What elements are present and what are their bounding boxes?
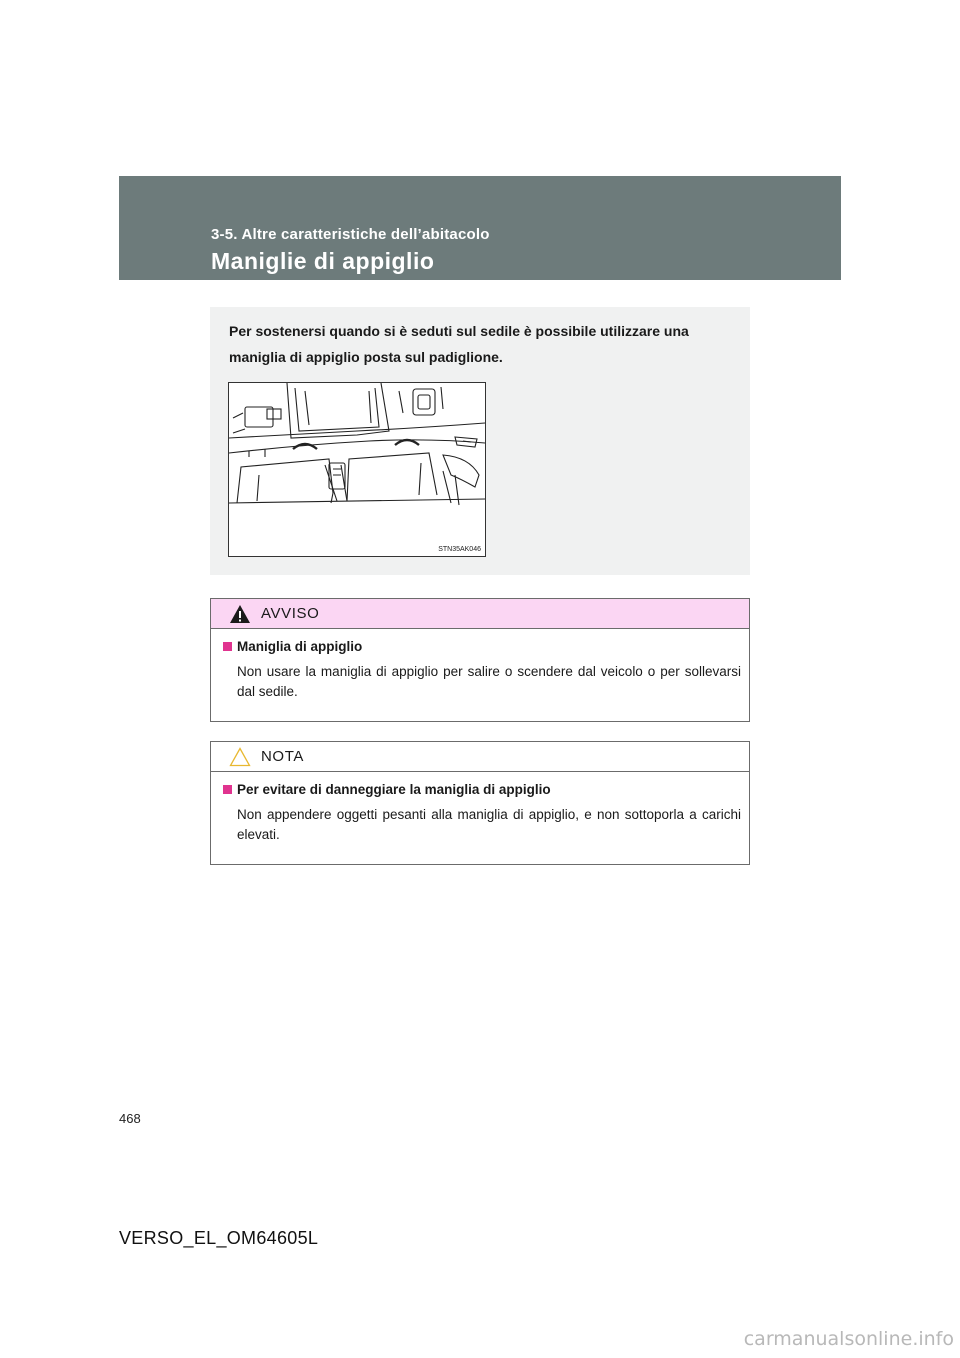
car-interior-drawing: [229, 383, 485, 556]
page-title: Maniglie di appiglio: [211, 248, 435, 274]
caution-triangle-icon: [229, 747, 251, 767]
image-code: STN35AK046: [438, 546, 481, 553]
note-title: NOTA: [261, 748, 304, 765]
warning-title: AVVISO: [261, 605, 320, 622]
document-code: VERSO_EL_OM64605L: [119, 1228, 319, 1248]
bullet-square-icon: [223, 642, 232, 651]
page-number: 468: [119, 1111, 141, 1126]
section-label: 3-5. Altre caratteristiche dell’abitacolo: [211, 226, 490, 243]
bullet-square-icon: [223, 785, 232, 794]
note-item-text: Non appendere oggetti pesanti alla maniglia di appiglio, e non sottoporla a carichi elevati.: [237, 807, 741, 842]
note-box: [210, 741, 750, 865]
warning-item-title: [223, 639, 741, 654]
warning-box: [210, 598, 750, 722]
warning-triangle-icon: [229, 604, 251, 624]
intro-box: [210, 307, 750, 575]
grab-handle-illustration: [228, 382, 486, 557]
warning-item-text: Non usare la maniglia di appiglio per salire o scendere dal veicolo o per sollevarsi dal sedile.: [237, 664, 741, 699]
note-item-title: [223, 782, 741, 797]
note-header: [211, 742, 749, 772]
note-item-label: Per evitare di danneggiare la maniglia di appiglio: [237, 782, 551, 797]
note-body: [211, 772, 749, 855]
warning-body: [211, 629, 749, 712]
warning-item-label: Maniglia di appiglio: [237, 639, 363, 654]
intro-text: Per sostenersi quando si è seduti sul sedile è possibile utilizzare una maniglia di appiglio posta sul padiglione.: [229, 323, 689, 365]
warning-header: [211, 599, 749, 629]
watermark: carmanualsonline.info: [743, 1328, 954, 1350]
